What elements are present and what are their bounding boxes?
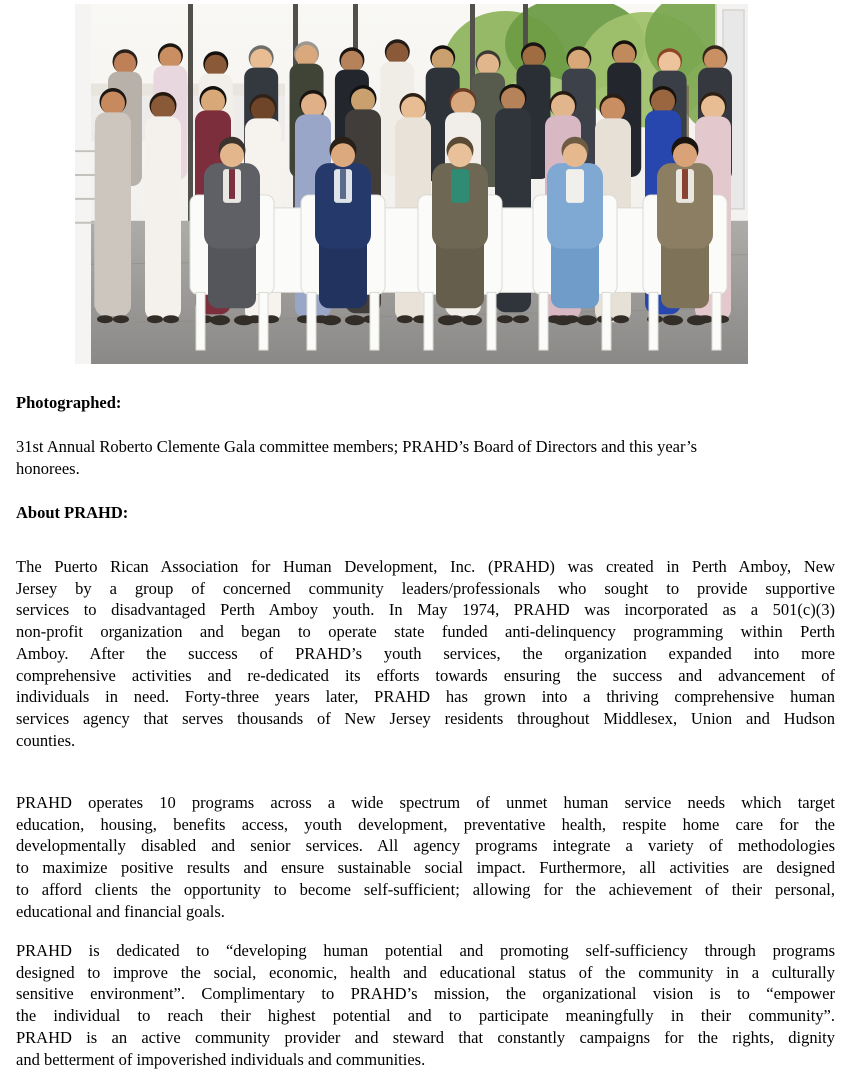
paragraph-line: Jersey by a group of concerned community leaders/professionals who sought to provide supportive	[16, 578, 835, 598]
paragraph-line: to maximize positive results and ensure sustainable social impact. Furthermore, all activities are designed	[16, 858, 835, 878]
about-paragraph-1	[16, 556, 835, 751]
paragraph-line: to afford clients the opportunity to become self-sufficient; allowing for the achievement of their personal,	[16, 879, 835, 899]
paragraph-line: The Puerto Rican Association for Human Development, Inc. (PRAHD) was created in Perth Amboy, New	[16, 557, 835, 576]
caption-line: 31st Annual Roberto Clemente Gala committee members; PRAHD’s Board of Directors and this year’s	[16, 437, 698, 456]
paragraph-line: PRAHD operates 10 programs across a wide spectrum of unmet human service needs which target	[16, 793, 835, 812]
paragraph-line: non-profit organization and began to operate state funded anti-delinquency programming within Perth	[16, 622, 835, 642]
about-paragraph-2	[16, 792, 835, 922]
paragraph-line: educational and financial goals.	[16, 901, 225, 921]
paragraph-line: Amboy. After the success of PRAHD’s youth services, the organization expanded into more	[16, 643, 835, 663]
paragraph-line: services agency that serves thousands of New Jersey residents throughout Middlesex, Union and Hudson	[16, 708, 835, 728]
group-photo-illustration	[75, 4, 748, 364]
paragraph-line: counties.	[16, 730, 76, 750]
photographed-heading: Photographed:	[16, 393, 122, 412]
group-photo	[75, 4, 748, 364]
paragraph-line: services to disadvantaged Perth Amboy youth. In May 1974, PRAHD was incorporated as a 501(c)(3)	[16, 600, 835, 620]
paragraph-line: developmentally disabled and senior services. All agency programs integrate a variety of methodologies	[16, 836, 835, 856]
photo-caption	[16, 436, 835, 479]
paragraph-line: PRAHD is dedicated to “developing human potential and promoting self-sufficiency through programs	[16, 941, 835, 960]
paragraph-line: designed to improve the social, economic, health and educational status of the community in a culturally	[16, 962, 835, 982]
about-paragraph-3	[16, 940, 835, 1070]
paragraph-line: education, housing, benefits access, youth development, preventative health, respite home care for the	[16, 814, 835, 834]
paragraph-line: sensitive environment”. Complimentary to PRAHD’s mission, the organizational vision is to “empower	[16, 984, 835, 1004]
paragraph-line: comprehensive activities and re-dedicated its efforts towards ensuring the success and advancement of	[16, 665, 835, 685]
paragraph-line: the individual to reach their highest potential and to participate meaningfully in their community”.	[16, 1006, 835, 1026]
paragraph-line: and betterment of impoverished individuals and communities.	[16, 1049, 426, 1069]
caption-line: honorees.	[16, 458, 80, 478]
paragraph-line: PRAHD is an active community provider and steward that constantly campaigns for the rights, dignity	[16, 1027, 835, 1047]
about-heading: About PRAHD:	[16, 503, 129, 522]
paragraph-line: individuals in need. Forty-three years later, PRAHD has grown into a thriving comprehensive human	[16, 687, 835, 707]
